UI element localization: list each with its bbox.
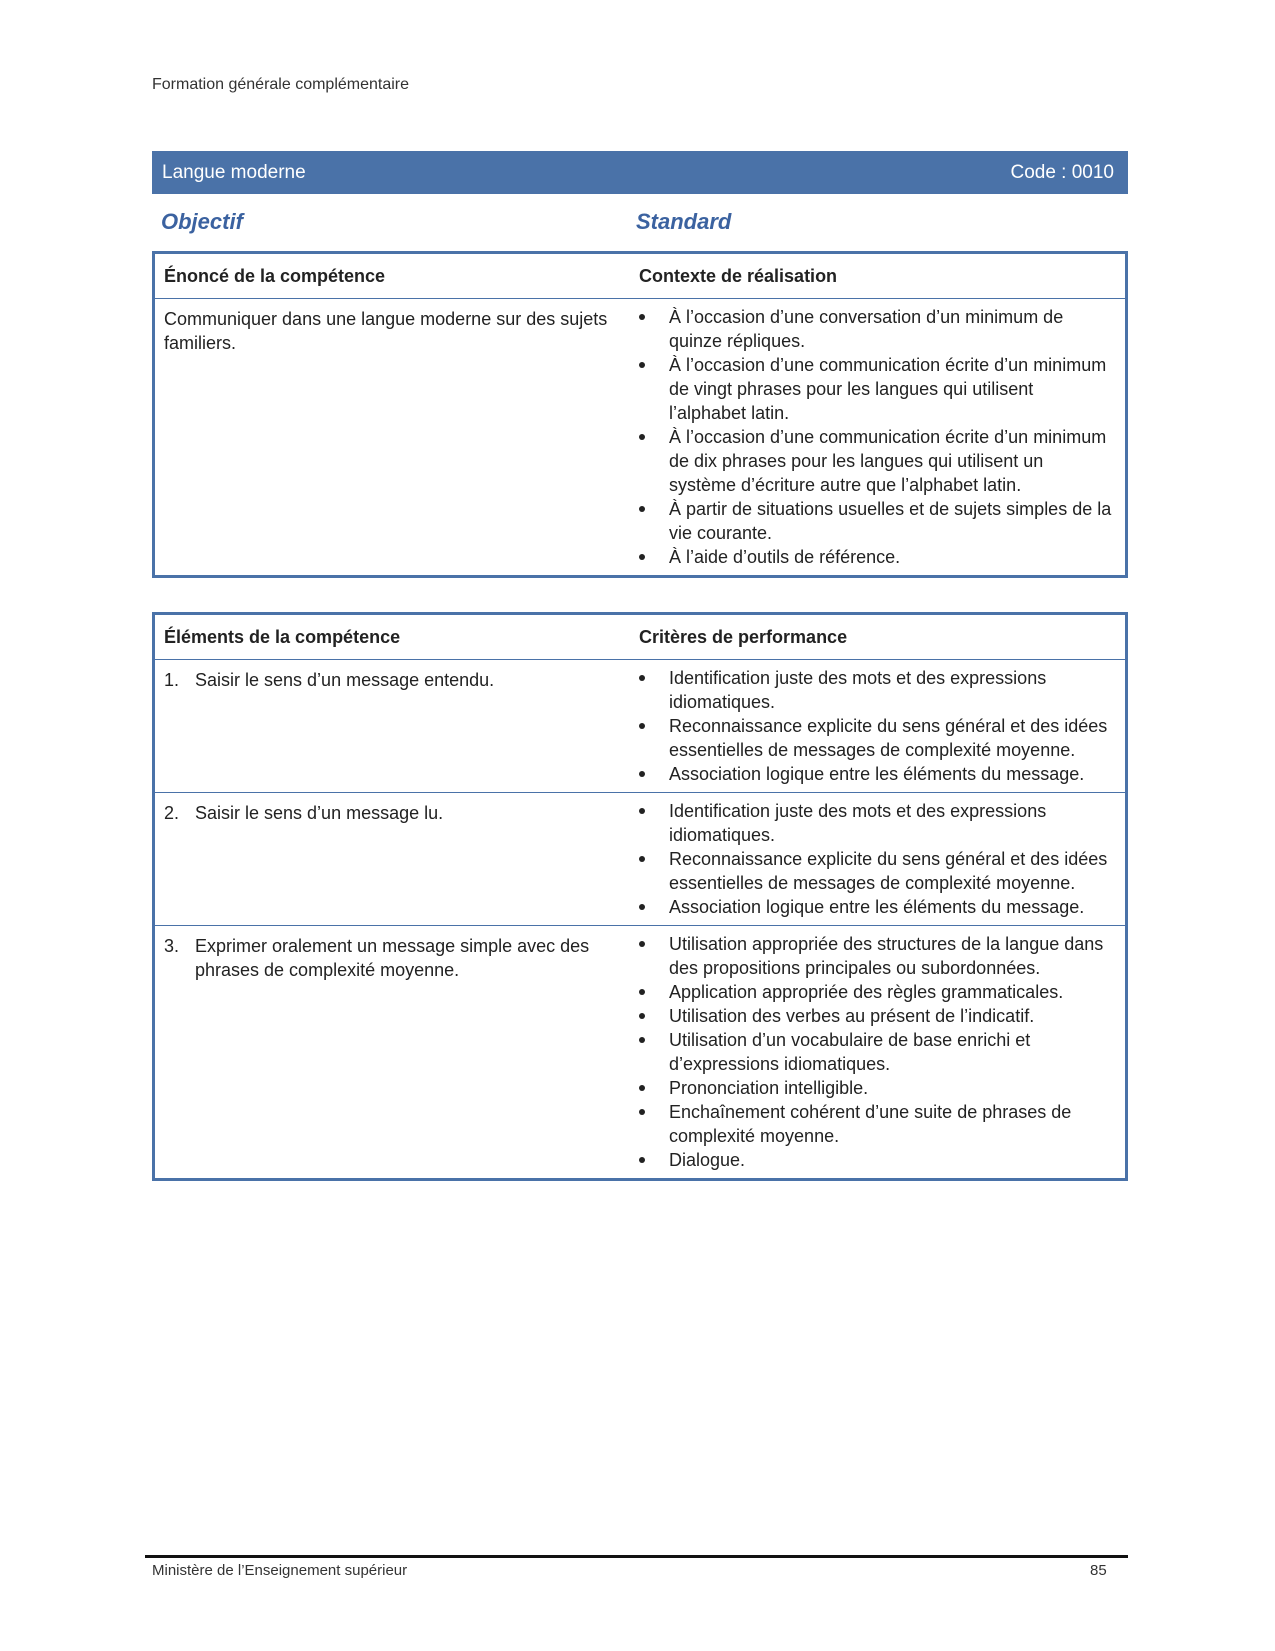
bullet-icon: [639, 989, 645, 995]
criteria-list: [639, 666, 1115, 786]
header-enonce: Énoncé de la compétence: [164, 265, 386, 286]
bullet-icon: [639, 1085, 645, 1091]
competence-statement: Communiquer dans une langue moderne sur des sujets familiers.: [164, 309, 608, 353]
elements-table: [152, 612, 1128, 1181]
criteria-cell: [639, 926, 1125, 1178]
list-item: Utilisation d’un vocabulaire de base enrichi et d’expressions idiomatiques.: [639, 1028, 1115, 1076]
bullet-icon: [639, 1037, 645, 1043]
list-item: À l’aide d’outils de référence.: [639, 545, 1115, 569]
list-item: Enchaînement cohérent d’une suite de phrases de complexité moyenne.: [639, 1100, 1115, 1148]
bullet-icon: [639, 1157, 645, 1163]
bullet-icon: [639, 808, 645, 814]
page-number: 85: [1090, 1562, 1107, 1579]
course-title: Langue moderne: [162, 161, 306, 183]
bullet-icon: [639, 434, 645, 440]
bullet-icon: [639, 675, 645, 681]
header-elements: Éléments de la compétence: [164, 626, 401, 647]
element-number: 2.: [164, 803, 180, 823]
list-item: Identification juste des mots et des expressions idiomatiques.: [639, 799, 1115, 847]
bullet-icon: [639, 1109, 645, 1115]
element-text: Saisir le sens d’un message entendu.: [195, 670, 495, 690]
element-cell: [155, 926, 639, 1178]
list-item: Association logique entre les éléments du message.: [639, 762, 1115, 786]
list-item: Utilisation des verbes au présent de l’indicatif.: [639, 1004, 1115, 1028]
elements-table-header: [155, 615, 1125, 660]
bullet-icon: [639, 941, 645, 947]
bullet-icon: [639, 771, 645, 777]
list-item: À l’occasion d’une communication écrite d’un minimum de vingt phrases pour les langues qui utilisent l’alphabet latin.: [639, 353, 1115, 425]
element-cell: [155, 660, 639, 792]
table-row: [155, 926, 1125, 1178]
list-item: Reconnaissance explicite du sens général et des idées essentielles de messages de complexité moyenne.: [639, 847, 1115, 895]
footer-ministry: Ministère de l’Enseignement supérieur: [152, 1562, 408, 1579]
running-head: Formation générale complémentaire: [152, 76, 410, 93]
section-title-bar: [152, 151, 1128, 194]
bullet-icon: [639, 506, 645, 512]
list-item: À l’occasion d’une conversation d’un minimum de quinze répliques.: [639, 305, 1115, 353]
table-row: [155, 299, 1125, 575]
table-row: [155, 660, 1125, 793]
contexte-cell: [639, 299, 1125, 575]
criteria-list: [639, 932, 1115, 1172]
list-item: Identification juste des mots et des expressions idiomatiques.: [639, 666, 1115, 714]
element-text: Exprimer oralement un message simple avec des phrases de complexité moyenne.: [195, 936, 590, 980]
bullet-icon: [639, 554, 645, 560]
list-item: À l’occasion d’une communication écrite d’un minimum de dix phrases pour les langues qui utilisent un système d’écriture autre que l’alphabet latin.: [639, 425, 1115, 497]
element-cell: [155, 793, 639, 925]
element-text: Saisir le sens d’un message lu.: [195, 803, 444, 823]
header-contexte: Contexte de réalisation: [639, 265, 838, 286]
element-number: 3.: [164, 936, 180, 956]
bullet-icon: [639, 723, 645, 729]
bullet-icon: [639, 856, 645, 862]
bullet-icon: [639, 362, 645, 368]
bullet-icon: [639, 904, 645, 910]
footer-rule: [145, 1555, 1128, 1558]
list-item: Association logique entre les éléments du message.: [639, 895, 1115, 919]
header-criteres: Critères de performance: [639, 626, 848, 647]
criteria-cell: [639, 793, 1125, 925]
competence-table: [152, 251, 1128, 578]
bullet-icon: [639, 314, 645, 320]
element-number: 1.: [164, 670, 180, 690]
list-item: À partir de situations usuelles et de sujets simples de la vie courante.: [639, 497, 1115, 545]
list-item: Reconnaissance explicite du sens général et des idées essentielles de messages de complexité moyenne.: [639, 714, 1115, 762]
criteria-list: [639, 799, 1115, 919]
course-code: Code : 0010: [1010, 161, 1114, 183]
standard-label: Standard: [636, 209, 732, 234]
objectif-label: Objectif: [161, 209, 243, 234]
table-row: [155, 793, 1125, 926]
criteria-cell: [639, 660, 1125, 792]
competence-table-header: [155, 254, 1125, 299]
contexte-list: [639, 305, 1115, 569]
list-item: Utilisation appropriée des structures de la langue dans des propositions principales ou subordonnées.: [639, 932, 1115, 980]
bullet-icon: [639, 1013, 645, 1019]
list-item: Prononciation intelligible.: [639, 1076, 1115, 1100]
list-item: Application appropriée des règles grammaticales.: [639, 980, 1115, 1004]
list-item: Dialogue.: [639, 1148, 1115, 1172]
